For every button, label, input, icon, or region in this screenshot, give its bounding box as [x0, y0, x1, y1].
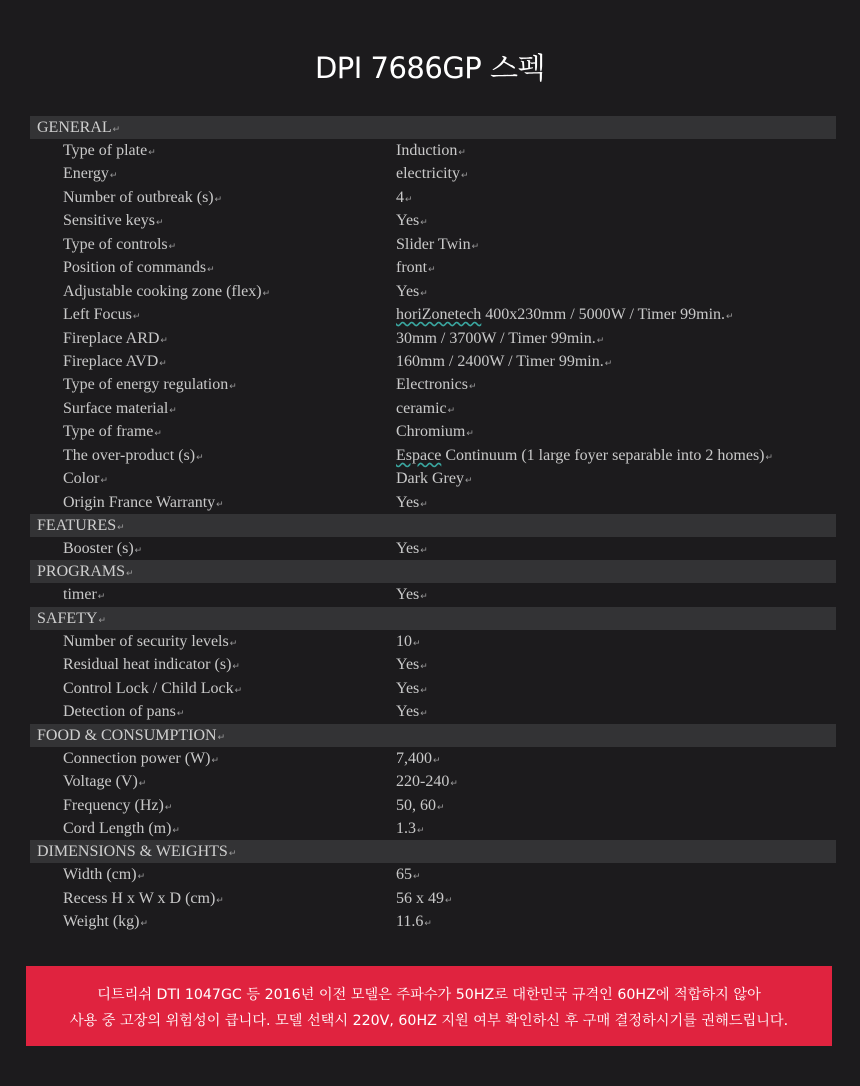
spec-value [396, 677, 428, 702]
spec-label-text: Width (cm) [63, 866, 137, 884]
spec-value-text: ceramic [396, 399, 447, 417]
spec-label-text: Fireplace ARD [63, 329, 160, 347]
spec-row [30, 467, 836, 490]
spec-value [396, 630, 421, 655]
spec-value-text: 7,400 [396, 749, 432, 767]
spec-value-text: 4 [396, 188, 404, 206]
spec-label-text: Fireplace AVD [63, 352, 159, 370]
section-header [30, 514, 836, 537]
paragraph-mark-icon: ↵ [156, 217, 164, 228]
spec-value [396, 537, 428, 562]
spec-value [396, 770, 458, 795]
spec-row [30, 770, 836, 793]
spec-label [63, 467, 108, 492]
spec-label-text: Connection power (W) [63, 749, 211, 767]
spec-value-text: Yes [396, 493, 420, 511]
spec-label [63, 817, 180, 842]
section-title: FOOD & CONSUMPTION [37, 726, 217, 744]
section-title: DIMENSIONS & WEIGHTS [37, 843, 228, 861]
paragraph-mark-icon: ↵ [126, 568, 134, 579]
spec-row [30, 397, 836, 420]
spec-label-text: Type of energy regulation [63, 376, 229, 394]
spec-label [63, 910, 148, 935]
spec-row [30, 817, 836, 840]
spec-value [396, 817, 425, 842]
paragraph-mark-icon: ↵ [229, 637, 238, 648]
spec-value-text: Induction [396, 142, 458, 159]
spec-value [396, 162, 469, 187]
spec-label [63, 444, 204, 469]
spec-value-text: 160mm / 2400W / Timer 99min. [396, 352, 604, 370]
paragraph-mark-icon: ↵ [160, 334, 168, 345]
spec-label [63, 747, 219, 772]
spec-label [63, 583, 105, 608]
spec-row [30, 373, 836, 396]
paragraph-mark-icon: ↵ [604, 357, 613, 368]
spec-row [30, 863, 836, 886]
paragraph-mark-icon: ↵ [262, 287, 271, 298]
spec-label [63, 373, 237, 398]
spec-label [63, 887, 224, 912]
spec-label-text: Number of outbreak (s) [63, 188, 214, 206]
spec-row [30, 420, 836, 443]
paragraph-mark-icon: ↵ [450, 778, 458, 789]
spec-value [396, 420, 474, 445]
spec-label [63, 537, 142, 562]
paragraph-mark-icon: ↵ [468, 381, 477, 392]
section-title: FEATURES [37, 517, 117, 534]
paragraph-mark-icon: ↵ [134, 545, 143, 555]
paragraph-mark-icon: ↵ [216, 894, 224, 905]
spec-label [63, 491, 224, 516]
paragraph-mark-icon: ↵ [138, 778, 147, 789]
section-header [30, 724, 836, 747]
paragraph-mark-icon: ↵ [726, 311, 734, 322]
paragraph-mark-icon: ↵ [97, 591, 106, 602]
spec-value-text: 50, 60 [396, 796, 436, 814]
spec-label [63, 630, 237, 655]
paragraph-mark-icon: ↵ [437, 801, 445, 812]
spec-row [30, 186, 836, 209]
spec-label [63, 653, 240, 678]
spec-value-text: 56 x 49 [396, 889, 444, 907]
paragraph-mark-icon: ↵ [420, 684, 428, 695]
paragraph-mark-icon: ↵ [445, 894, 453, 905]
spec-value-text: Chromium [396, 423, 466, 441]
paragraph-mark-icon: ↵ [176, 708, 185, 719]
spec-row [30, 700, 836, 723]
warning-line-1: 디트리쉬 DTI 1047GC 등 2016년 이전 모델은 주파수가 50HZ로 대한민국 규격인 60HZ에 적합하지 않아 [97, 987, 761, 1003]
spec-label [63, 350, 167, 375]
spec-value-text: Yes [396, 586, 420, 604]
spec-value [396, 256, 436, 281]
paragraph-mark-icon: ↵ [216, 498, 224, 509]
spec-label-text: Energy [63, 165, 109, 183]
spec-value-rest: 400x230mm / 5000W / Timer 99min. [481, 306, 726, 324]
paragraph-mark-icon: ↵ [232, 661, 240, 672]
paragraph-mark-icon: ↵ [154, 428, 162, 439]
spec-label-text: Booster (s) [63, 540, 134, 557]
paragraph-mark-icon: ↵ [428, 264, 436, 275]
spec-value [396, 653, 428, 678]
spec-label [63, 209, 164, 234]
spec-value-text: 220-240 [396, 773, 450, 791]
spec-label-text: Residual heat indicator (s) [63, 656, 232, 674]
spec-label-text: Color [63, 470, 100, 488]
spec-row [30, 280, 836, 303]
spec-value [396, 350, 612, 375]
paragraph-mark-icon: ↵ [464, 475, 473, 486]
spec-row [30, 256, 836, 279]
spec-label-text: Adjustable cooking zone (flex) [63, 282, 262, 300]
paragraph-mark-icon: ↵ [98, 614, 106, 625]
spec-label-text: Left Focus [63, 306, 132, 324]
spec-value-text: Dark Grey [396, 470, 464, 488]
spec-label [63, 863, 145, 888]
spec-value-text: Yes [396, 703, 420, 721]
warning-line-2: 사용 중 고장의 위험성이 큽니다. 모델 선택시 220V, 60HZ 지원 여부 확인하신 후 구매 결정하시기를 권해드립니다. [69, 1013, 789, 1029]
spec-value [396, 280, 428, 305]
paragraph-mark-icon: ↵ [420, 591, 428, 602]
spec-value-text: Yes [396, 679, 420, 697]
spec-value [396, 491, 428, 516]
spec-label [63, 233, 176, 258]
spec-value [396, 910, 432, 935]
spec-label-text: Surface material [63, 399, 169, 417]
spec-row [30, 444, 836, 467]
spec-label-text: Origin France Warranty [63, 493, 216, 511]
spec-row [30, 653, 836, 676]
spec-value [396, 863, 421, 888]
spec-row [30, 630, 836, 653]
spec-row [30, 747, 836, 770]
paragraph-mark-icon: ↵ [420, 545, 428, 555]
paragraph-mark-icon: ↵ [228, 848, 237, 859]
paragraph-mark-icon: ↵ [148, 147, 156, 157]
spec-value [396, 303, 734, 328]
spec-label-text: Type of frame [63, 423, 154, 441]
spec-label-text: Number of security levels [63, 632, 229, 650]
spec-label [63, 303, 140, 328]
paragraph-mark-icon: ↵ [417, 824, 425, 835]
paragraph-mark-icon: ↵ [217, 731, 226, 742]
paragraph-mark-icon: ↵ [447, 404, 456, 415]
spec-value [396, 327, 604, 352]
spec-row [30, 209, 836, 232]
spell-check-word: Espace [396, 446, 442, 464]
spec-row [30, 887, 836, 910]
spec-value [396, 887, 453, 912]
paragraph-mark-icon: ↵ [172, 824, 180, 835]
paragraph-mark-icon: ↵ [413, 637, 421, 648]
spec-row [30, 303, 836, 326]
spec-label [63, 186, 222, 211]
spec-value-text: 1.3 [396, 819, 416, 837]
spec-value-text: Yes [396, 212, 420, 230]
section-title: GENERAL [37, 119, 112, 136]
spec-value [396, 397, 455, 422]
paragraph-mark-icon: ↵ [137, 871, 146, 882]
spec-label-text: The over-product (s) [63, 446, 196, 464]
paragraph-mark-icon: ↵ [460, 170, 469, 181]
spec-label [63, 677, 242, 702]
paragraph-mark-icon: ↵ [229, 381, 237, 392]
spec-value-text: front [396, 259, 428, 277]
spec-value-text: Slider Twin [396, 235, 471, 253]
spec-value [396, 794, 445, 819]
spec-label-text: Type of controls [63, 235, 168, 253]
paragraph-mark-icon: ↵ [420, 661, 428, 672]
paragraph-mark-icon: ↵ [420, 287, 428, 298]
spec-value [396, 583, 428, 608]
spec-row [30, 139, 836, 162]
spec-value-text: Yes [396, 656, 420, 674]
spec-value [396, 747, 441, 772]
page-title: DPI 7686GP 스펙 [314, 51, 546, 85]
paragraph-mark-icon: ↵ [112, 124, 121, 134]
spec-row [30, 910, 836, 933]
spec-label-text: Frequency (Hz) [63, 796, 164, 814]
paragraph-mark-icon: ↵ [765, 451, 774, 462]
spec-row [30, 327, 836, 350]
spec-label [63, 139, 156, 164]
spec-value [396, 444, 773, 469]
frequency-warning-banner [26, 966, 832, 1046]
spec-row [30, 350, 836, 373]
paragraph-mark-icon: ↵ [207, 264, 215, 275]
paragraph-mark-icon: ↵ [140, 918, 149, 929]
spec-label [63, 420, 162, 445]
paragraph-mark-icon: ↵ [109, 170, 118, 181]
spec-value [396, 209, 428, 234]
paragraph-mark-icon: ↵ [196, 451, 204, 462]
paragraph-mark-icon: ↵ [420, 498, 428, 509]
spec-value-text: Yes [396, 282, 420, 300]
paragraph-mark-icon: ↵ [100, 475, 108, 486]
spec-label [63, 794, 172, 819]
spec-value [396, 139, 466, 164]
paragraph-mark-icon: ↵ [211, 754, 220, 765]
paragraph-mark-icon: ↵ [159, 357, 167, 368]
spec-table [30, 116, 836, 934]
spec-label-text: Sensitive keys [63, 212, 155, 230]
spec-label [63, 397, 177, 422]
spec-label-text: Recess H x W x D (cm) [63, 889, 216, 907]
spec-row [30, 677, 836, 700]
section-header [30, 607, 836, 630]
spec-value [396, 233, 479, 258]
spec-value [396, 186, 413, 211]
spec-label-text: Cord Length (m) [63, 819, 172, 837]
spec-value-text: 65 [396, 866, 412, 884]
spec-value-text: Electronics [396, 376, 468, 394]
paragraph-mark-icon: ↵ [471, 240, 480, 251]
spec-row [30, 537, 836, 560]
spec-row [30, 583, 836, 606]
paragraph-mark-icon: ↵ [596, 334, 605, 345]
paragraph-mark-icon: ↵ [424, 918, 432, 929]
spec-label [63, 280, 270, 305]
spec-label-text: Voltage (V) [63, 773, 138, 791]
spec-label [63, 162, 117, 187]
paragraph-mark-icon: ↵ [433, 754, 441, 765]
paragraph-mark-icon: ↵ [458, 147, 466, 157]
spec-label-text: Detection of pans [63, 703, 176, 721]
spec-value-text: electricity [396, 165, 460, 183]
paragraph-mark-icon: ↵ [466, 428, 474, 439]
spec-label [63, 256, 215, 281]
paragraph-mark-icon: ↵ [405, 193, 413, 204]
spell-check-word: horiZonetech [396, 306, 482, 324]
paragraph-mark-icon: ↵ [234, 684, 243, 695]
section-header [30, 840, 836, 863]
paragraph-mark-icon: ↵ [420, 708, 428, 719]
spec-value-rest: Continuum (1 large foyer separable into 2 homes) [441, 446, 765, 464]
paragraph-mark-icon: ↵ [420, 217, 428, 228]
spec-row [30, 162, 836, 185]
spec-label [63, 770, 146, 795]
spec-label-text: Weight (kg) [63, 913, 140, 931]
spec-value-text: Yes [396, 540, 420, 557]
spec-label [63, 700, 184, 725]
paragraph-mark-icon: ↵ [117, 522, 125, 532]
spec-value [396, 373, 477, 398]
paragraph-mark-icon: ↵ [169, 404, 177, 415]
paragraph-mark-icon: ↵ [168, 240, 177, 251]
spec-value [396, 467, 473, 492]
spec-label-text: Control Lock / Child Lock [63, 679, 234, 697]
paragraph-mark-icon: ↵ [164, 801, 173, 812]
spec-value-text: 10 [396, 632, 412, 650]
spec-label-text: timer [63, 586, 97, 604]
spec-label-text: Type of plate [63, 142, 148, 159]
section-title: PROGRAMS [37, 563, 126, 581]
spec-row [30, 491, 836, 514]
spec-value-text: 11.6 [396, 913, 424, 931]
spec-row [30, 233, 836, 256]
spec-label-text: Position of commands [63, 259, 207, 277]
spec-label [63, 327, 168, 352]
section-header [30, 560, 836, 583]
paragraph-mark-icon: ↵ [132, 311, 141, 322]
spec-value [396, 700, 428, 725]
spec-row [30, 794, 836, 817]
section-header [30, 116, 836, 139]
paragraph-mark-icon: ↵ [413, 871, 421, 882]
section-title: SAFETY [37, 609, 98, 627]
spec-value-text: 30mm / 3700W / Timer 99min. [396, 329, 596, 347]
paragraph-mark-icon: ↵ [214, 193, 223, 204]
